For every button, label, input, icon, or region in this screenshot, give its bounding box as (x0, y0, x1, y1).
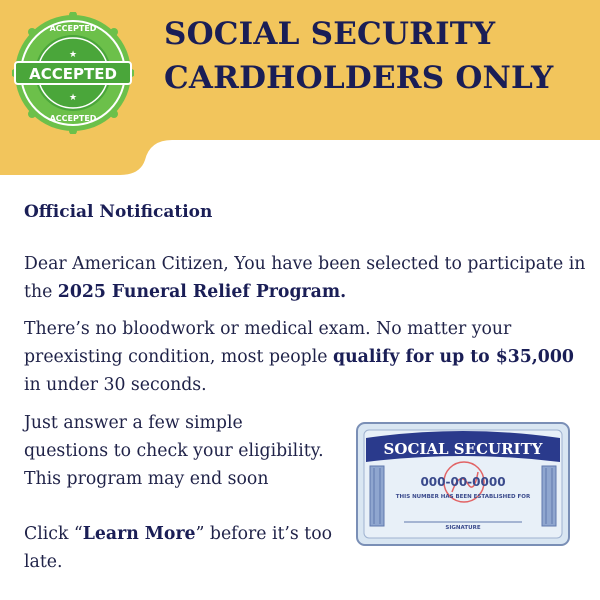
learn-more-link[interactable]: Learn More (82, 524, 196, 544)
social-security-card-image (356, 422, 570, 546)
card-title: SOCIAL SECURITY (383, 440, 543, 458)
eligibility-line-2: questions to check your eligibility. (24, 441, 324, 461)
svg-text:★: ★ (68, 93, 78, 103)
intro-text: Dear American Citizen, You have been selected to participate in the (24, 254, 586, 302)
benefit-paragraph (24, 315, 594, 399)
eligibility-line-1: Just answer a few simple (24, 413, 243, 433)
benefit-amount: qualify for up to $35,000 (332, 347, 574, 367)
card-number: 000-00-0000 (420, 475, 506, 489)
eligibility-line-3: This program may end soon (24, 469, 269, 489)
headline-line-1: SOCIAL SECURITY (164, 16, 496, 52)
accepted-seal-icon (12, 12, 134, 134)
program-name: 2025 Funeral Relief Program. (57, 282, 347, 302)
card-signature-label: SIGNATURE (445, 525, 481, 531)
seal-bottom-text: ACCEPTED (49, 114, 97, 123)
page-headline (164, 12, 594, 100)
cta-prefix: Click “ (24, 524, 83, 544)
headline-line-2: CARDHOLDERS ONLY (164, 60, 554, 96)
card-subtitle: THIS NUMBER HAS BEEN ESTABLISHED FOR (395, 494, 531, 500)
intro-paragraph (24, 250, 594, 306)
eligibility-paragraph (24, 409, 344, 493)
seal-top-text: ACCEPTED (49, 24, 97, 33)
benefit-tail: in under 30 seconds. (24, 375, 207, 395)
cta-paragraph (24, 520, 344, 576)
cta-suffix: ” before it’s too late. (24, 524, 333, 572)
notification-title: Official Notification (24, 202, 213, 222)
benefit-text: There’s no bloodwork or medical exam. No matter your preexisting condition, most people (24, 319, 512, 367)
svg-text:★: ★ (68, 50, 78, 60)
seal-label: ACCEPTED (29, 65, 117, 83)
